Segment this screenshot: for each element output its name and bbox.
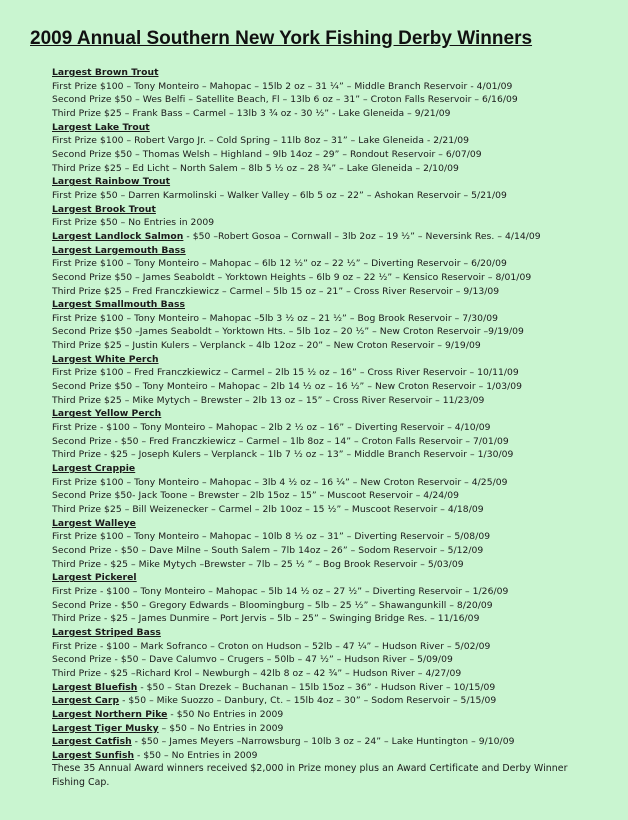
winner-entry: First Prize $50 – No Entries in 2009 <box>52 217 215 229</box>
category-heading: Largest Tiger Musky <box>52 722 159 734</box>
category-inline-row <box>52 694 622 708</box>
winner-entry: – $50 – No Entries in 2009 <box>158 722 284 734</box>
category-heading: Largest Yellow Perch <box>52 408 162 420</box>
winner-entry: First Prize - $100 – Tony Monteiro – Mahopac – 2lb 2 ½ oz – 16” – Diverting Reservoir – 4/10/09 <box>52 422 491 434</box>
winner-entry: Second Prize - $50 – Dave Milne – South Salem – 7lb 14oz – 26” – Sodom Reservoir – 5/12/09 <box>52 544 484 556</box>
winner-entry: Third Prize - $25 – Joseph Kulers – Verplanck – 1lb 7 ½ oz – 13” – Middle Branch Reservoir – 1/30/09 <box>52 449 514 461</box>
winner-entry: Second Prize - $50 – Gregory Edwards – Bloomingburg – 5lb – 25 ½” – Shawangunkill – 8/20/09 <box>52 599 493 611</box>
winner-entry: First Prize $100 – Tony Monteiro – Mahopac – 15lb 2 oz – 31 ¼” – Middle Branch Reservoir - 4/01/09 <box>52 80 513 92</box>
category-heading: Largest Rainbow Trout <box>52 176 171 188</box>
winner-entry: First Prize - $100 – Tony Monteiro – Mahopac – 5lb 14 ½ oz – 27 ½” – Diverting Reservoir – 1/26/09 <box>52 585 509 597</box>
category-heading: Largest White Perch <box>52 353 159 365</box>
winner-entry: First Prize $100 – Fred Franczkiewicz – Carmel – 2lb 15 ½ oz – 16” – Cross River Reservoir – 10/11/09 <box>52 367 519 379</box>
category-heading: Largest Catfish <box>52 736 132 748</box>
category-inline-row <box>52 708 622 722</box>
category-heading: Largest Smallmouth Bass <box>52 299 185 311</box>
footer-note: These 35 Annual Award winners received $2,000 in Prize money plus an Award Certificate and Derby Winner Fishing Cap. <box>52 763 568 789</box>
winner-entry: Third Prize $25 – Mike Mytych – Brewster – 2lb 13 oz – 15” – Cross River Reservoir – 11/23/09 <box>52 394 485 406</box>
category-heading: Largest Brown Trout <box>52 67 159 78</box>
winner-entry: - $50 – James Meyers –Narrowsburg – 10lb 3 oz – 24” – Lake Huntington – 9/10/09 <box>131 736 515 748</box>
winner-entry: First Prize $100 – Tony Monteiro – Mahopac – 10lb 8 ½ oz – 31” – Diverting Reservoir – 5/08/09 <box>52 531 491 543</box>
winner-entry: Third Prize - $25 – Mike Mytych –Brewster – 7lb – 25 ½ ” – Bog Brook Reservoir – 5/03/09 <box>52 558 464 570</box>
winner-entry: Second Prize $50 – Tony Monteiro – Mahopac – 2lb 14 ½ oz – 16 ½” – New Croton Reservoir – 1/03/09 <box>52 381 523 393</box>
winner-entry: Second Prize $50- Jack Toone – Brewster – 2lb 15oz – 15” – Muscoot Reservoir – 4/24/09 <box>52 490 460 502</box>
winner-entry: Third Prize - $25 – James Dunmire – Port Jervis – 5lb – 25” – Swinging Bridge Res. – 11/16/09 <box>52 613 480 625</box>
category-inline-row <box>52 749 622 763</box>
winner-entry: First Prize $100 – Tony Monteiro – Mahopac – 6lb 12 ½” oz – 22 ½” – Diverting Reservoir – 6/20/09 <box>52 258 507 270</box>
winner-entry: First Prize $100 – Robert Vargo Jr. – Cold Spring – 11lb 8oz – 31” – Lake Gleneida - 2/21/09 <box>52 135 470 147</box>
winners-list <box>52 66 622 790</box>
winner-entry: Third Prize $25 – Justin Kulers – Verplanck – 4lb 12oz – 20” – New Croton Reservoir – 9/19/09 <box>52 340 481 352</box>
winner-entry: - $50 No Entries in 2009 <box>167 708 284 720</box>
winner-entry: First Prize $50 – Darren Karmolinski – Walker Valley – 6lb 5 oz – 22” – Ashokan Reservoir – 5/21/09 <box>52 189 507 201</box>
category-heading: Largest Pickerel <box>52 572 137 584</box>
winner-entry: First Prize $100 – Tony Monteiro – Mahopac – 3lb 4 ½ oz – 16 ¼” – New Croton Reservoir – 4/25/09 <box>52 476 508 488</box>
winner-entry: Second Prize - $50 – Dave Calumvo – Crugers – 50lb – 47 ½” – Hudson River – 5/09/09 <box>52 654 453 666</box>
winner-entry: Second Prize $50 –James Seaboldt – Yorktown Hts. – 5lb 1oz – 20 ½” – New Croton Reservoir –9/19/09 <box>52 326 524 338</box>
category-inline-row <box>52 230 622 244</box>
winner-entry: Second Prize $50 – Thomas Welsh – Highland – 9lb 14oz – 29” – Rondout Reservoir – 6/07/09 <box>52 148 482 160</box>
category-heading: Largest Landlock Salmon <box>52 230 184 242</box>
category-heading: Largest Sunfish <box>52 749 135 761</box>
category-heading: Largest Northern Pike <box>52 708 168 720</box>
winner-entry: - $50 – Stan Drezek – Buchanan – 15lb 15oz – 36” - Hudson River – 10/15/09 <box>137 681 496 693</box>
category-heading: Largest Lake Trout <box>52 121 150 133</box>
category-heading: Largest Brook Trout <box>52 203 156 215</box>
winner-entry: Third Prize $25 – Frank Bass – Carmel – 13lb 3 ¾ oz - 30 ½” - Lake Gleneida – 9/21/09 <box>52 107 451 119</box>
winner-entry: Third Prize $25 – Fred Franczkiewicz – Carmel – 5lb 15 oz – 21” – Cross River Reservoir – 9/13/09 <box>52 285 500 297</box>
category-inline-row <box>52 722 622 736</box>
category-heading: Largest Bluefish <box>52 681 138 693</box>
category-heading: Largest Largemouth Bass <box>52 244 186 256</box>
winner-entry: - $50 – No Entries in 2009 <box>134 749 258 761</box>
category-heading: Largest Walleye <box>52 517 136 529</box>
category-inline-row <box>52 681 622 695</box>
winner-entry: Third Prize - $25 –Richard Krol – Newburgh – 42lb 8 oz – 42 ¾” – Hudson River – 4/27/09 <box>52 667 462 679</box>
category-heading: Largest Carp <box>52 695 120 707</box>
category-heading: Largest Crappie <box>52 463 136 475</box>
category-inline-row <box>52 735 622 749</box>
winner-entry: Third Prize $25 – Ed Licht – North Salem – 8lb 5 ½ oz – 28 ¾” – Lake Gleneida – 2/10/09 <box>52 162 459 174</box>
winner-entry: - $50 –Robert Gosoa – Cornwall – 3lb 2oz – 19 ½” – Neversink Res. – 4/14/09 <box>183 230 541 242</box>
winner-entry: Third Prize $25 – Bill Weizenecker – Carmel – 2lb 10oz – 15 ½” – Muscoot Reservoir – 4/18/09 <box>52 504 484 515</box>
winner-entry: Second Prize $50 – James Seaboldt – Yorktown Heights – 6lb 9 oz – 22 ½” – Kensico Reservoir – 8/01/09 <box>52 271 532 283</box>
winner-entry: First Prize - $100 – Mark Sofranco – Croton on Hudson – 52lb – 47 ¼” – Hudson River – 5/02/09 <box>52 640 491 652</box>
winner-entry: Second Prize $50 – Wes Belfi – Satellite Beach, Fl – 13lb 6 oz – 31” – Croton Falls Reservoir – 6/16/09 <box>52 94 518 106</box>
winner-entry: - $50 – Mike Suozzo – Danbury, Ct. – 15lb 4oz – 30” – Sodom Reservoir – 5/15/09 <box>119 695 497 707</box>
winner-entry: Second Prize - $50 – Fred Franczkiewicz – Carmel – 1lb 8oz – 14” – Croton Falls Reservoir – 7/01/09 <box>52 435 509 447</box>
winner-entry: First Prize $100 – Tony Monteiro – Mahopac –5lb 3 ½ oz – 21 ½” – Bog Brook Reservoir – 7/30/09 <box>52 312 499 324</box>
page-title: 2009 Annual Southern New York Fishing Derby Winners <box>30 28 533 49</box>
category-heading: Largest Striped Bass <box>52 626 161 638</box>
